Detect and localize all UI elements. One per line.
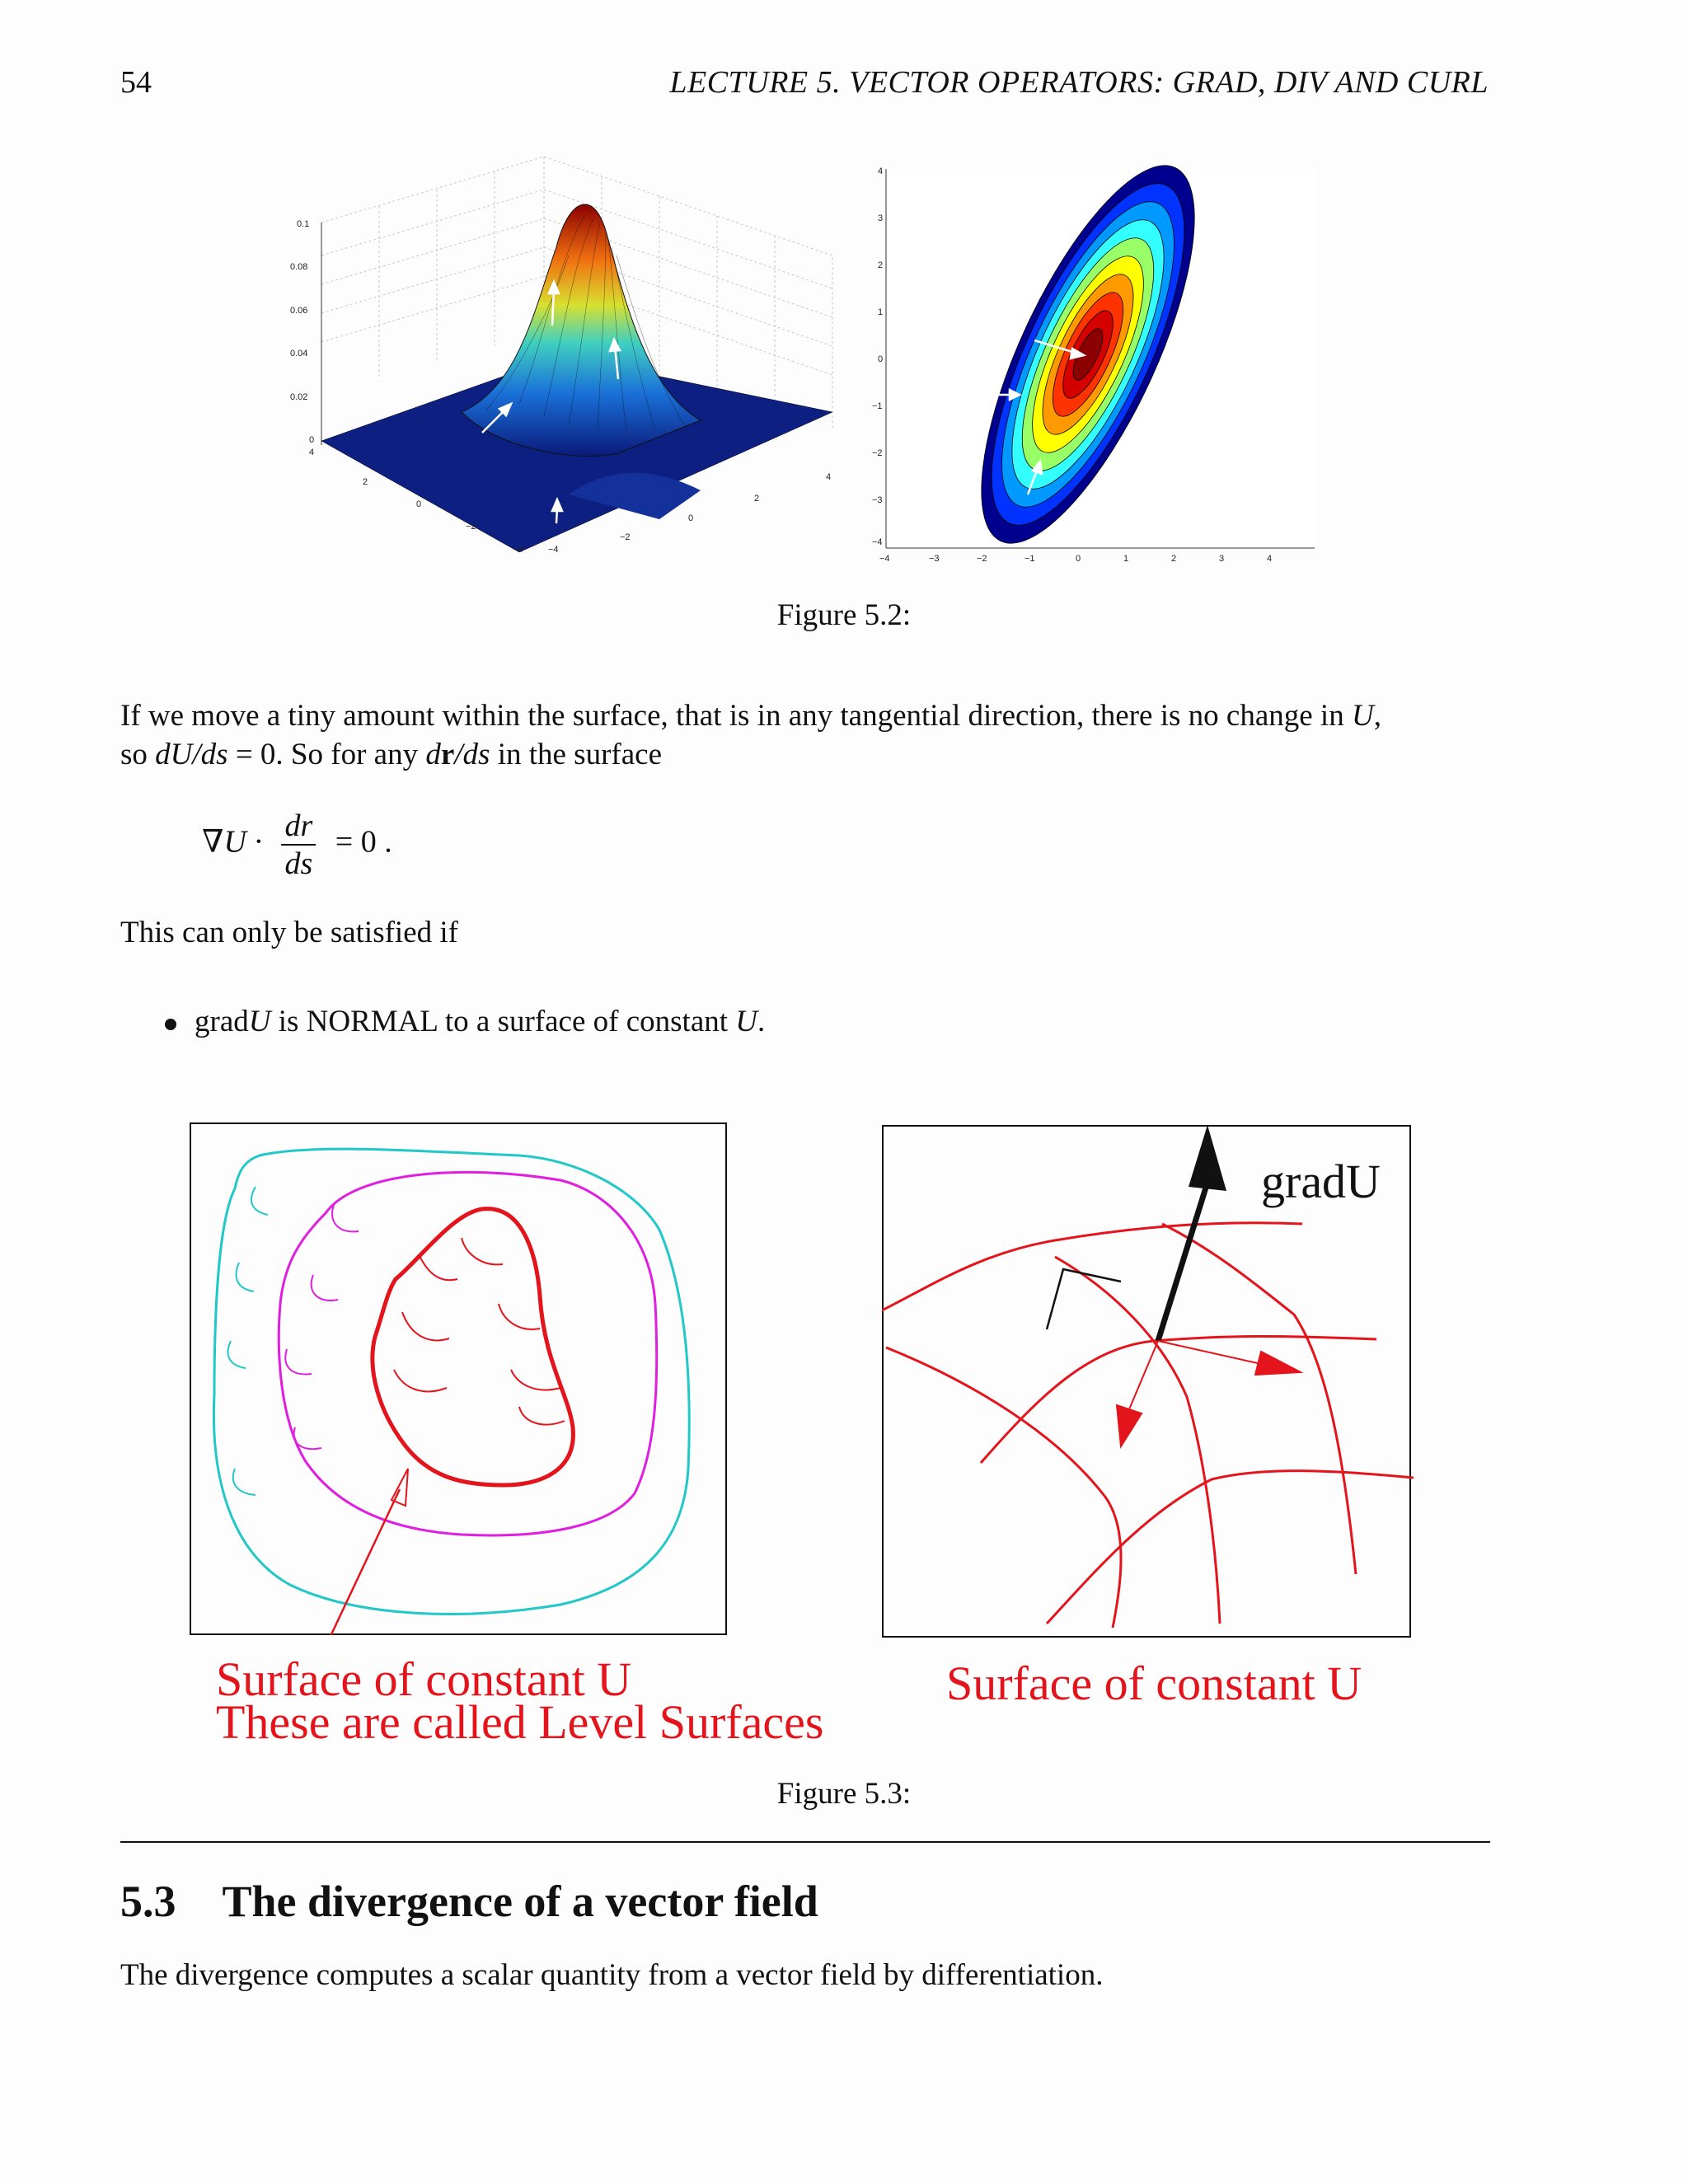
contour-x-tick: 2 — [1171, 554, 1177, 564]
surface-y-tick: −2 — [620, 532, 631, 542]
equation-grad-dot — [202, 808, 392, 882]
contour-y-tick: 4 — [878, 166, 884, 176]
contour-y-tick: 1 — [878, 307, 884, 317]
text-run: If we move a tiny amount within the surface, that is in any tangential direction, there is no change in — [120, 699, 1352, 733]
paragraph-satisfied: This can only be satisfied if — [120, 916, 458, 949]
surface-y-tick: −4 — [548, 545, 559, 555]
figure-5-2-caption: Figure 5.2: — [776, 598, 912, 632]
surface-z-tick: 0.1 — [297, 219, 310, 229]
surface-y-tick: 2 — [754, 494, 760, 504]
surface-plot — [272, 140, 849, 569]
surface-y-tick: 4 — [826, 472, 832, 482]
math-U: U — [248, 1005, 271, 1038]
text-run: so — [120, 738, 156, 771]
equation-rhs: = 0 . — [335, 824, 392, 860]
contour-x-tick: −4 — [879, 554, 890, 564]
text-run: , — [1373, 699, 1381, 733]
figure-5-3-caption: Figure 5.3: — [776, 1777, 912, 1811]
text-run: . — [757, 1005, 766, 1038]
bullet-normal — [165, 1004, 765, 1039]
contour-x-tick: −2 — [977, 554, 987, 564]
text-run: grad — [195, 1005, 249, 1038]
math-d: d — [425, 738, 441, 771]
contour-y-tick: −3 — [872, 495, 883, 505]
surface-z-tick: 0 — [309, 435, 315, 445]
section-intro: The divergence computes a scalar quantity from a vector field by differentiation. — [120, 1958, 1104, 1992]
paragraph-level-surface — [120, 696, 1489, 774]
surface-x-tick: 0 — [416, 499, 422, 509]
surface-z-tick: 0.04 — [290, 349, 308, 359]
surface-y-tick: 0 — [688, 513, 694, 523]
surface-z-tick: 0.02 — [290, 392, 308, 402]
section-rule — [120, 1841, 1490, 1843]
contour-y-tick: 2 — [878, 260, 884, 270]
math-ds: /ds — [454, 738, 490, 771]
page-number: 54 — [120, 65, 152, 100]
level-surface-label-line2: These are called Level Surfaces — [216, 1695, 824, 1749]
contour-y-tick: −2 — [872, 448, 883, 458]
text-run: = 0. So for any — [227, 738, 426, 771]
bullet-dot — [165, 1019, 176, 1030]
running-title: LECTURE 5. VECTOR OPERATORS: GRAD, DIV AND CURL — [669, 65, 1489, 100]
fraction-denominator: ds — [284, 846, 313, 881]
fraction-numerator: dr — [281, 808, 316, 846]
math-dUds: dU/ds — [155, 738, 228, 771]
contour-y-tick: −4 — [872, 537, 883, 547]
equation-lhs: ∇U · — [202, 824, 262, 860]
contour-x-tick: −1 — [1025, 554, 1035, 564]
surface-x-tick: 4 — [309, 448, 315, 457]
text-run: is NORMAL to a surface of constant — [270, 1005, 736, 1038]
math-U: U — [735, 1005, 757, 1038]
fraction — [281, 808, 316, 882]
contour-x-tick: 4 — [1267, 554, 1273, 564]
section-title: The divergence of a vector field — [222, 1877, 818, 1926]
section-number: 5.3 — [120, 1877, 176, 1926]
level-surface-label-line1: Surface of constant U — [216, 1652, 632, 1706]
surface-x-tick: −2 — [466, 522, 476, 532]
contour-x-tick: 3 — [1219, 554, 1225, 564]
contour-y-tick: −1 — [872, 401, 883, 411]
section-heading — [120, 1876, 818, 1927]
level-surfaces-sketch — [190, 1122, 727, 1635]
contour-plot — [837, 161, 1319, 565]
gradU-label: gradU — [1261, 1155, 1381, 1208]
contour-x-tick: 1 — [1123, 554, 1129, 564]
text-run: in the surface — [490, 738, 662, 771]
math-r-bold: r — [440, 738, 455, 771]
contour-y-tick: 0 — [878, 354, 884, 364]
surface-x-tick: −4 — [513, 545, 523, 555]
contour-x-tick: −3 — [929, 554, 940, 564]
contour-x-tick: 0 — [1076, 554, 1081, 564]
math-U: U — [1351, 699, 1374, 733]
surface-z-tick: 0.08 — [290, 262, 308, 272]
level-surface-label — [216, 1652, 824, 1749]
contour-y-tick: 3 — [878, 213, 884, 223]
surface-x-tick: 2 — [363, 477, 368, 487]
surface-z-tick: 0.06 — [290, 306, 308, 316]
constant-surface-label: Surface of constant U — [946, 1657, 1362, 1710]
